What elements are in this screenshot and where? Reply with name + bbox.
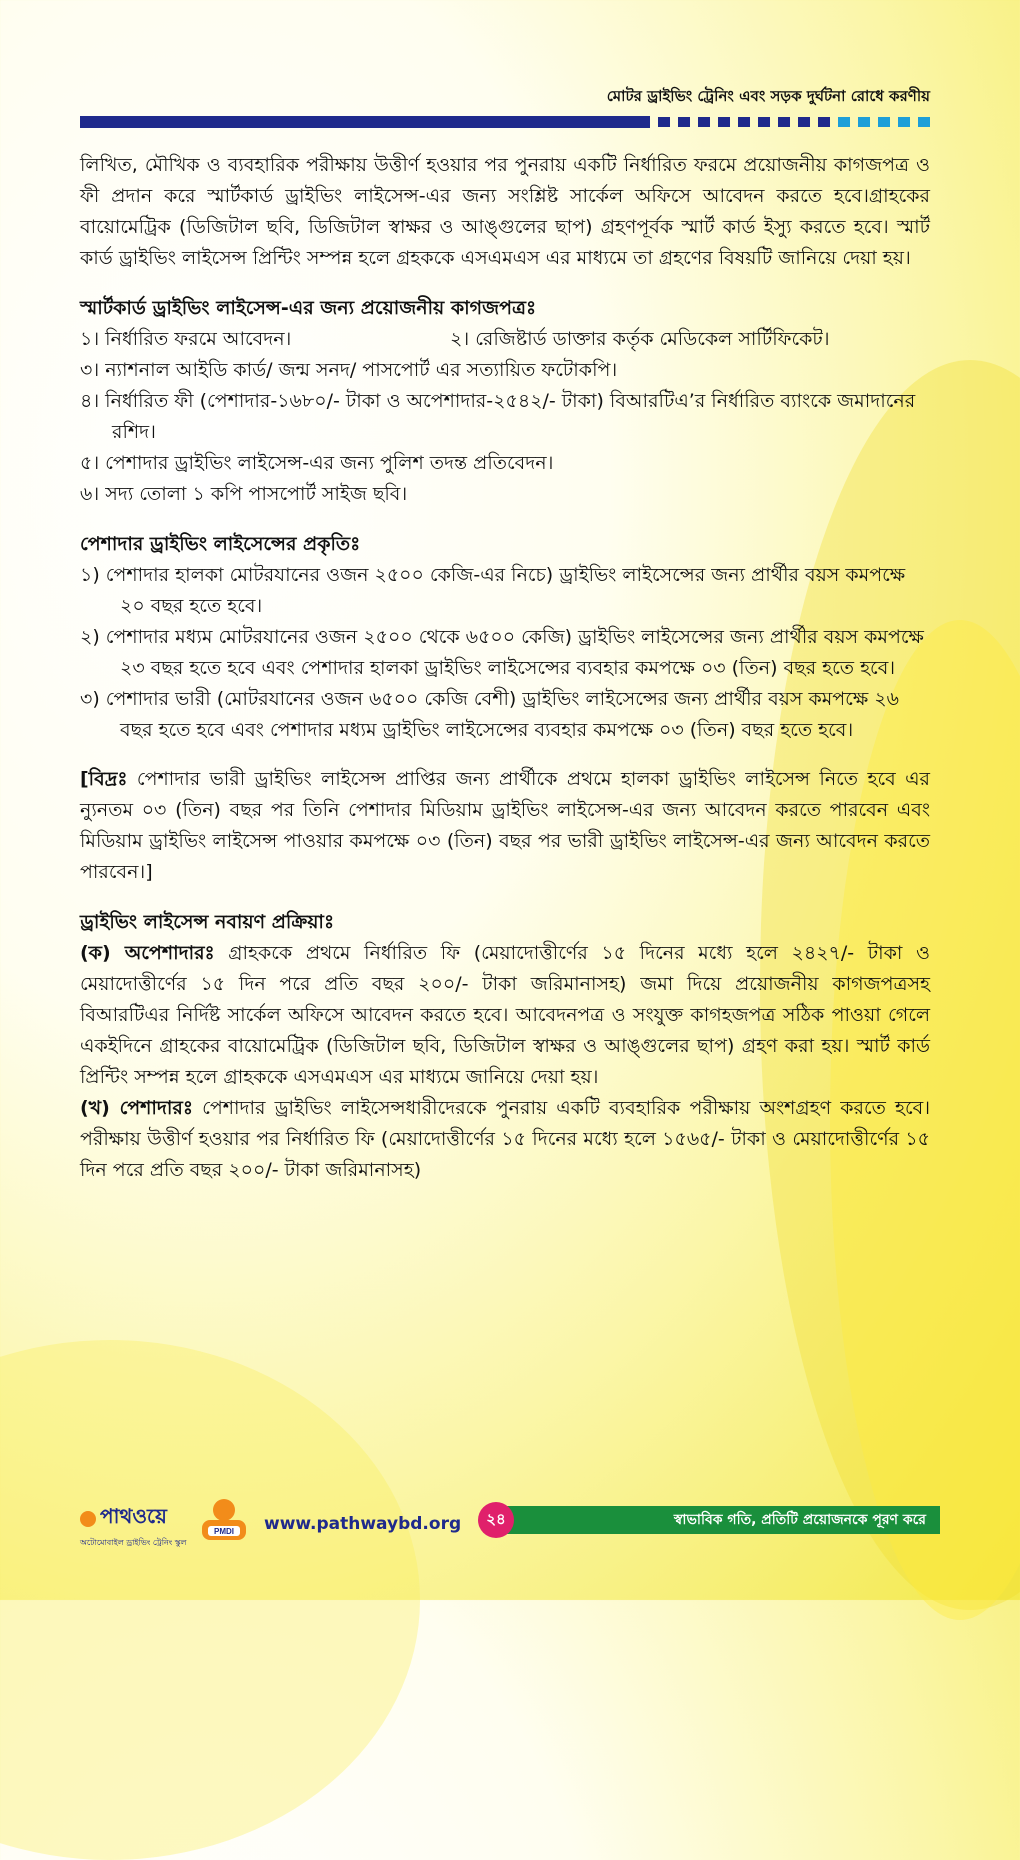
rule-dash [898, 117, 910, 127]
pmdi-logo-icon [198, 1496, 250, 1544]
documents-row-1 [80, 324, 930, 355]
rule-dash [838, 117, 850, 127]
background-swirl-bottom [0, 1340, 420, 1860]
note-label: [বিদ্রঃ [80, 768, 128, 790]
renewal-section [80, 906, 930, 1186]
header-rule [80, 116, 930, 128]
document-item: ২। রেজিষ্টার্ড ডাক্তার কর্তৃক মেডিকেল সার্টিফিকেট। [450, 328, 830, 350]
rule-dash [678, 117, 690, 127]
page-body [80, 150, 930, 1186]
page-footer [80, 1496, 940, 1556]
pathway-logo [80, 1502, 190, 1550]
rule-dash [818, 117, 830, 127]
document-item: ৬। সদ্য তোলা ১ কপি পাসপোর্ট সাইজ ছবি। [80, 483, 408, 505]
intro-paragraph: লিখিত, মৌখিক ও ব্যবহারিক পরীক্ষায় উত্তীর্ণ হওয়ার পর পুনরায় একটি নির্ধারিত ফরমে প্রয়োজনীয় কাগজপত্র ও ফী প্রদান করে স্মার্টকার্ড ড্রাইভিং লাইসেন্স-এর জন্য সংশ্লিষ্ট সার্কেল অফিসে আবেদন করতে হবে।গ্রাহকের বায়োমেট্রিক (ডিজিটাল ছবি, ডিজিটাল স্বাক্ষর ও আঙ্গুলের ছাপ) গ্রহণপূর্বক স্মার্ট কার্ড ইস্যু করতে হবে। স্মার্ট কার্ড ড্রাইভিং লাইসেন্স প্রিন্টিং সম্পন্ন হলে গ্রহককে এসএমএস এর মাধ্যমে তা গ্রহণের বিষয়টি জানিয়ে দেয়া হয়। [80, 154, 930, 269]
rule-dash [778, 117, 790, 127]
page-number: ২৪ [478, 1502, 514, 1538]
rule-dash [918, 117, 930, 127]
rule-dash [718, 117, 730, 127]
document-item: ৫। পেশাদার ড্রাইভিং লাইসেন্স-এর জন্য পুলিশ তদন্ত প্রতিবেদন। [80, 452, 554, 474]
website-link[interactable]: www.pathwaybd.org [264, 1514, 462, 1534]
documents-heading: স্মার্টকার্ড ড্রাইভিং লাইসেন্স-এর জন্য প্রয়োজনীয় কাগজপত্রঃ [80, 297, 537, 319]
rule-dash [658, 117, 670, 127]
note-section [80, 764, 930, 888]
rule-dash [738, 117, 750, 127]
rule-dash [758, 117, 770, 127]
renewal-amateur [80, 938, 930, 1093]
logo-person-icon [80, 1511, 96, 1527]
pmdi-logo-text: PMDI [214, 1527, 234, 1536]
rule-dash [798, 117, 810, 127]
header-rule-dashes [658, 117, 930, 127]
slogan-bar [498, 1506, 940, 1534]
amateur-text: গ্রাহককে প্রথমে নির্ধারিত ফি (মেয়াদোত্তীর্ণের ১৫ দিনের মধ্যে হলে ২৪২৭/- টাকা ও মেয়াদোত্তীর্ণের ১৫ দিন পরে প্রতি বছর ২০০/- টাকা জরিমানাসহ) জমা দিয়ে প্রয়োজনীয় কাগজপত্রসহ বিআরটিএর নির্দিষ্ট সার্কেল অফিসে আবেদন করতে হবে। আবেদনপত্র ও সংযুক্ত কাগহজপত্র সঠিক পাওয়া গেলে একইদিনে গ্রাহকের বায়োমেট্রিক (ডিজিটাল ছবি, ডিজিটাল স্বাক্ষর ও আঙ্গুলের ছাপ) গ্রহণ করা হয়। স্মার্ট কার্ড প্রিন্টিং সম্পন্ন হলে গ্রাহককে এসএমএস এর মাধ্যমে জানিয়ে দেয়া হয়। [80, 942, 930, 1088]
rule-dash [858, 117, 870, 127]
nature-section [80, 528, 930, 746]
running-title: মোটর ড্রাইভিং ট্রেনিং এবং সড়ক দুর্ঘটনা রোধে করণীয় [606, 87, 930, 105]
amateur-label: (ক) অপেশাদারঃ [80, 942, 215, 964]
professional-label: (খ) পেশাদারঃ [80, 1097, 194, 1119]
document-item: ৩। ন্যাশনাল আইডি কার্ড/ জন্ম সনদ/ পাসপোর্ট এর সত্যায়িত ফটোকপি। [80, 359, 618, 381]
nature-item: ৩) পেশাদার ভারী (মোটরযানের ওজন ৬৫০০ কেজি বেশী) ড্রাইভিং লাইসেন্সের জন্য প্রার্থীর বয়স কমপক্ষে ২৬ বছর হতে হবে এবং পেশাদার মধ্যম ড্রাইভিং লাইসেন্সের ব্যবহার কমপক্ষে ০৩ (তিন) বছর হতে হবে। [80, 688, 899, 741]
note-paragraph [80, 764, 930, 888]
document-item: ১। নির্ধারিত ফরমে আবেদন। [80, 328, 292, 350]
nature-list [80, 560, 930, 746]
slogan-text: স্বাভাবিক গতি, প্রতিটি প্রয়োজনকে পূরণ করে [673, 1512, 926, 1528]
nature-heading: পেশাদার ড্রাইভিং লাইসেন্সের প্রকৃতিঃ [80, 533, 361, 555]
page-header [80, 85, 930, 128]
document-item: ৪। নির্ধারিত ফী (পেশাদার-১৬৮০/- টাকা ও অপেশাদার-২৫৪২/- টাকা) বিআরটিএ’র নির্ধারিত ব্যাংকে জমাদানের রশিদ। [80, 390, 916, 443]
rule-dash [878, 117, 890, 127]
professional-text: পেশাদার ড্রাইভিং লাইসেন্সধারীদেরকে পুনরায় একটি ব্যবহারিক পরীক্ষায় অংশগ্রহণ করতে হবে। পরীক্ষায় উত্তীর্ণ হওয়ার পর নির্ধারিত ফি (মেয়াদোত্তীর্ণের ১৫ দিনের মধ্যে হলে ১৫৬৫/- টাকা ও মেয়াদোত্তীর্ণের ১৫ দিন পরে প্রতি বছর ২০০/- টাকা জরিমানাসহ) [80, 1097, 931, 1181]
documents-section [80, 292, 930, 510]
note-text: পেশাদার ভারী ড্রাইভিং লাইসেন্স প্রাপ্তির জন্য প্রার্থীকে প্রথমে হালকা ড্রাইভিং লাইসেন্স নিতে হবে এর ন্যুনতম ০৩ (তিন) বছর পর তিনি পেশাদার মিডিয়াম ড্রাইভিং লাইসেন্স-এর জন্য আবেদন করতে পারবেন এবং মিডিয়াম ড্রাইভিং লাইসেন্স পাওয়ার কমপক্ষে ০৩ (তিন) বছর পর ভারী ড্রাইভিং লাইসেন্স-এর জন্য আবেদন করতে পারবেন।] [80, 768, 930, 883]
logo-name: পাথওয়ে [100, 1504, 167, 1528]
header-rule-solid [80, 116, 650, 128]
rule-dash [698, 117, 710, 127]
renewal-heading: ড্রাইভিং লাইসেন্স নবায়ণ প্রক্রিয়াঃ [80, 911, 335, 933]
documents-list [80, 355, 930, 510]
nature-item: ২) পেশাদার মধ্যম মোটরযানের ওজন ২৫০০ থেকে ৬৫০০ কেজি) ড্রাইভিং লাইসেন্সের জন্য প্রার্থীর বয়স কমপক্ষে ২৩ বছর হতে হবে এবং পেশাদার হালকা ড্রাইভিং লাইসেন্সের ব্যবহার কমপক্ষে ০৩ (তিন) বছর হতে হবে। [80, 626, 924, 679]
logo-tagline: অটোমোবাইল ড্রাইভিং ট্রেনিং স্কুল [80, 1538, 187, 1547]
nature-item: ১) পেশাদার হালকা মোটরযানের ওজন ২৫০০ কেজি-এর নিচে) ড্রাইভিং লাইসেন্সের জন্য প্রার্থীর বয়স কমপক্ষে ২০ বছর হতে হবে। [80, 564, 906, 617]
renewal-professional [80, 1093, 930, 1186]
